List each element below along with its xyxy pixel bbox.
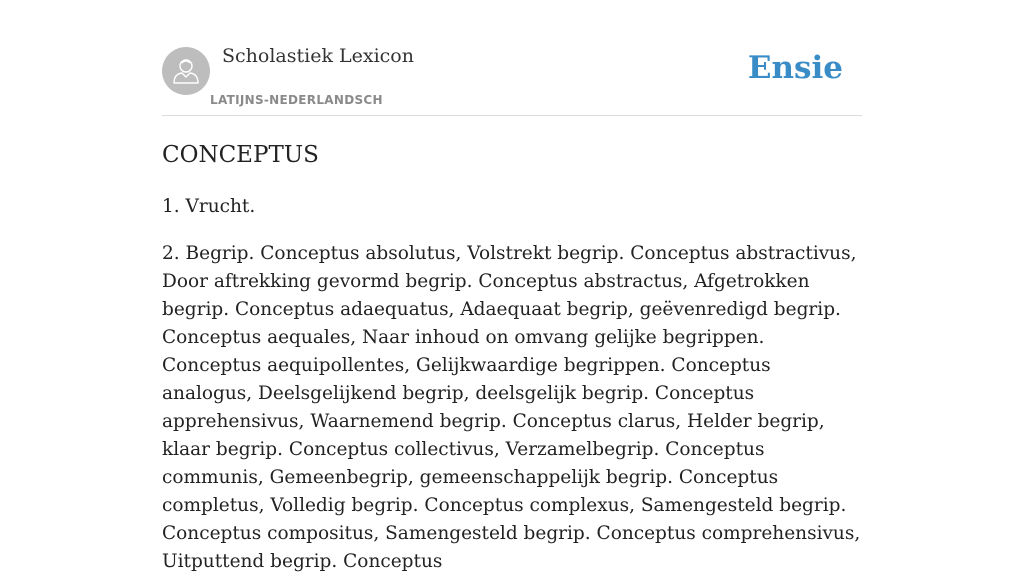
definition-2: 2. Begrip. Conceptus absolutus, Volstrekt begrip. Conceptus abstractivus, Door aftrekking gevormd begrip. Conceptus abstractus, Afgetrokken begrip. Conceptus adaequatus, Adaequaat begrip, geëvenredigd begrip. Conceptus aequales, Naar inhoud on omvang gelijke begrippen. Conceptus aequipollentes, Gelijkwaardige begrippen. Conceptus analogus, Deelsgelijkend begrip, deelsgelijk begrip. Conceptus apprehensivus, Waarnemend begrip. Conceptus clarus, Helder begrip, klaar begrip. Conceptus collectivus, Verzamelbegrip. Conceptus communis, Gemeenbegrip, gemeenschappelijk begrip. Conceptus completus, Volledig begrip. Conceptus complexus, Samengesteld begrip. Conceptus compositus, Samengesteld begrip. Conceptus comprehensivus, Uitputtend begrip. Conceptus bbox=[162, 243, 861, 572]
source-subtitle: LATIJNS-NEDERLANDSCH bbox=[210, 93, 383, 107]
entry-header bbox=[162, 0, 862, 116]
user-outline-icon bbox=[162, 47, 210, 95]
entry-title: CONCEPTUS bbox=[162, 142, 319, 168]
definition-1: 1. Vrucht. bbox=[162, 196, 256, 217]
brand-logo[interactable]: Ensie bbox=[747, 50, 843, 86]
entry-body bbox=[162, 193, 862, 576]
source-title[interactable]: Scholastiek Lexicon bbox=[222, 45, 414, 67]
user-avatar-icon[interactable] bbox=[162, 47, 210, 95]
content-container bbox=[162, 0, 862, 576]
